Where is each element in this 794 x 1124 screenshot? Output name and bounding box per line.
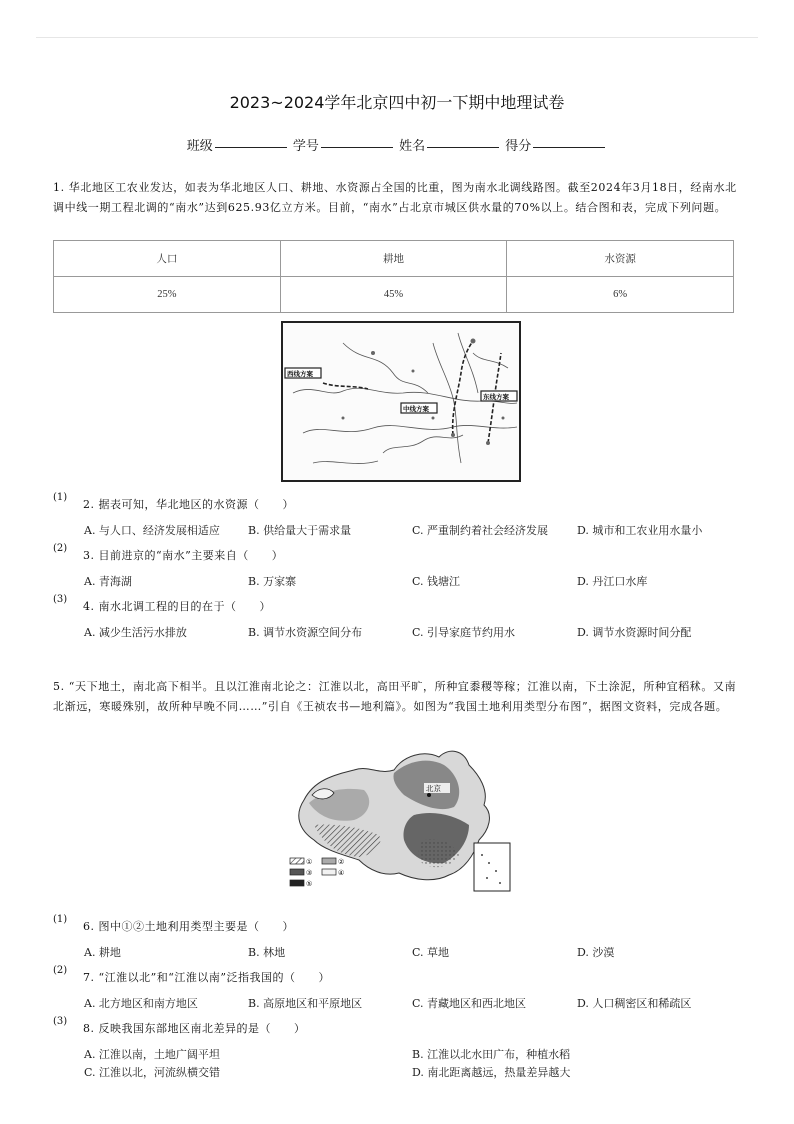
subquestion-stem: 7. “江淮以北”和“江淮以南”泛指我国的（ ） [83, 971, 330, 984]
option-a[interactable]: A. 青海湖 [84, 575, 132, 588]
option-c[interactable]: C. 严重制约着社会经济发展 [412, 524, 549, 537]
option-d[interactable]: D. 调节水资源时间分配 [577, 626, 692, 639]
subquestion-stem: 8. 反映我国东部地区南北差异的是（ ） [83, 1022, 306, 1035]
option-d[interactable]: D. 南北距离越远，热量差异越大 [412, 1066, 571, 1079]
subquestion-stem: 6. 图中①②土地利用类型主要是（ ） [83, 920, 294, 933]
field-class: 班级 [187, 135, 289, 154]
subquestion-stem: 4. 南水北调工程的目的在于（ ） [83, 600, 271, 613]
subquestion-number: (3) [53, 1016, 68, 1027]
legend-label-4: ④ [338, 869, 345, 877]
option-a[interactable]: A. 江淮以南，土地广阔平坦 [84, 1048, 220, 1061]
option-a[interactable]: A. 北方地区和南方地区 [84, 997, 198, 1010]
option-a[interactable]: A. 耕地 [84, 946, 121, 959]
table-header-row [54, 241, 734, 277]
option-d[interactable]: D. 沙漠 [577, 946, 615, 959]
option-d[interactable]: D. 丹江口水库 [577, 575, 648, 588]
map-label-middle: 中线方案 [403, 405, 429, 413]
score-blank[interactable] [533, 147, 605, 148]
table-header-population: 人口 [54, 241, 281, 277]
table-header-water: 水资源 [507, 241, 734, 277]
table-cell-water: 6% [507, 277, 734, 313]
water-resource-table [53, 240, 734, 313]
option-b[interactable]: B. 调节水资源空间分布 [248, 626, 363, 639]
option-c[interactable]: C. 青藏地区和西北地区 [412, 997, 527, 1010]
top-rule [36, 37, 758, 38]
field-score: 得分 [505, 135, 607, 154]
land-use-map [284, 745, 516, 897]
legend-label-3: ③ [306, 869, 313, 877]
legend-label-5: ⑤ [306, 880, 313, 888]
field-id: 学号 [293, 135, 395, 154]
option-a[interactable]: A. 减少生活污水排放 [84, 626, 187, 639]
option-b[interactable]: B. 供给量大于需求量 [248, 524, 352, 537]
option-a[interactable]: A. 与人口、经济发展相适应 [84, 524, 220, 537]
option-c[interactable]: C. 钱塘江 [412, 575, 461, 588]
question-1-stem: 1. 华北地区工农业发达，如表为华北地区人口、耕地、水资源占全国的比重，图为南水北调线路图。截至2024年3月18日，经南水北调中线一期工程北调的“南水”达到625.93亿立方米。目前，“南水”占北京市城区供水量的70%以上。结合图和表，完成下列问题。 [53, 181, 737, 214]
option-c[interactable]: C. 草地 [412, 946, 450, 959]
option-d[interactable]: D. 城市和工农业用水量小 [577, 524, 703, 537]
option-b[interactable]: B. 江淮以北水田广布，种植水稻 [412, 1048, 571, 1061]
option-d[interactable]: D. 人口稠密区和稀疏区 [577, 997, 692, 1010]
option-b[interactable]: B. 高原地区和平原地区 [248, 997, 363, 1010]
table-row [54, 277, 734, 313]
option-c[interactable]: C. 引导家庭节约用水 [412, 626, 516, 639]
legend-label-2: ② [338, 858, 345, 866]
subquestion-number: (2) [53, 965, 68, 976]
name-blank[interactable] [427, 147, 499, 148]
option-b[interactable]: B. 林地 [248, 946, 286, 959]
id-blank[interactable] [321, 147, 393, 148]
subquestion-number: (3) [53, 594, 68, 605]
student-info-line [0, 135, 794, 154]
class-blank[interactable] [215, 147, 287, 148]
map-label-east: 东线方案 [483, 393, 509, 401]
table-cell-farmland: 45% [280, 277, 507, 313]
question-5-stem: 5. “天下地土，南北高下相半。且以江淮南北论之：江淮以北，高田平旷，所种宜黍稷等稼；江淮以南，下土涂泥，所种宜稻秫。又南北渐远，寒暖殊别，故所种早晚不同……”引自《王祯农书—地利篇》。如图为“我国土地利用类型分布图”，据图文资料，完成各题。 [53, 680, 737, 713]
field-name: 姓名 [399, 135, 501, 154]
table-cell-population: 25% [54, 277, 281, 313]
option-c[interactable]: C. 江淮以北，河流纵横交错 [84, 1066, 221, 1079]
table-header-farmland: 耕地 [280, 241, 507, 277]
subquestion-number: (2) [53, 543, 68, 554]
map-label-beijing: 北京 [426, 784, 441, 793]
subquestion-number: (1) [53, 492, 68, 503]
map-label-west: 西线方案 [287, 370, 313, 378]
subquestion-stem: 2. 据表可知，华北地区的水资源（ ） [83, 498, 294, 511]
option-b[interactable]: B. 万家寨 [248, 575, 297, 588]
south-north-water-diversion-map [281, 321, 521, 482]
exam-title: 2023~2024学年北京四中初一下期中地理试卷 [229, 93, 565, 112]
subquestion-stem: 3. 目前进京的“南水”主要来自（ ） [83, 549, 284, 562]
subquestion-number: (1) [53, 914, 68, 925]
legend-label-1: ① [306, 858, 313, 866]
